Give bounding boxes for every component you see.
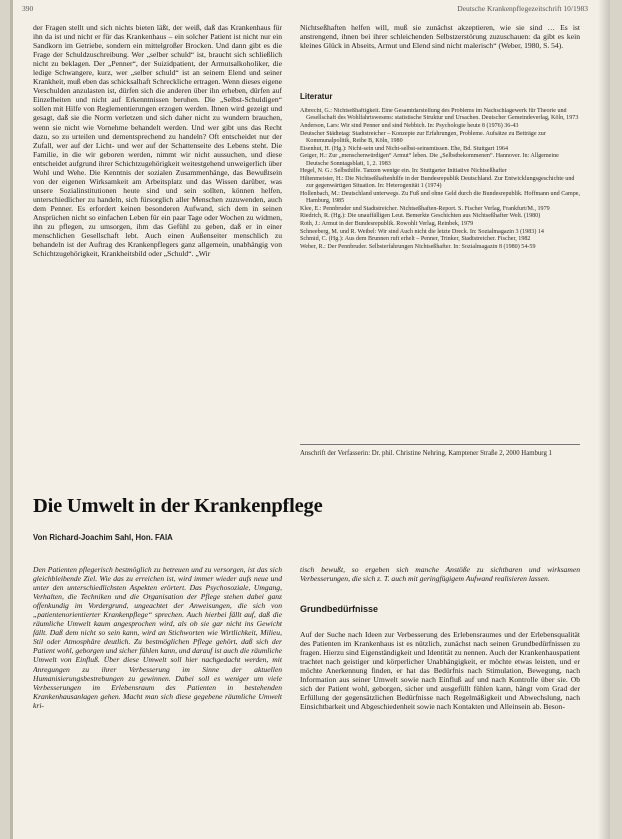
page-edge-shadow <box>598 0 610 839</box>
section-divider <box>300 444 580 445</box>
literature-list <box>300 108 580 370</box>
journal-running-head: Deutsche Krankenpflegezeitschrift 10/1983 <box>457 4 588 13</box>
section-subheading: Grundbedürfnisse <box>300 604 379 614</box>
literature-entry: Hiltenmeister, H.: Die Nichtseßhaftenhilfe in der Bundesrepublik Deutschland. Zur Entwicklungsgeschichte und zur gegenwärtigen Situation. In: Heterogenität 1 (1974) <box>300 175 575 190</box>
journal-page <box>10 0 610 839</box>
literature-entry: Eisenhut, H. (Hg.): Nicht-sein und Nicht-selbst-seinsmüssen. Ehe, Bd. Stuttgart 1964 <box>300 145 509 152</box>
left-column-paragraph: der Fragen stellt und sich nichts bieten läßt, der weiß, daß das Krankenhaus für ihn da ist und nicht er für das Krankenhaus – ein solcher Patient ist nicht nur ein Sandkorn im Getriebe, sondern ein mittelgroßer Brocken. Und dann gibt es die Frage der Schuldzuschreibung. Wer „selber schuld“ ist, braucht sich schließlich nicht zu beklagen. Der „Penner“, der Suizidpatient, der Armutsalkoholiker, die ledige Schwangere, kurz, wer „selber schuld“ ist an seinem Elend und seiner Krankheit, muß eben das schicksalhaft Schreckliche ertragen. Wenn dieses eigene Verschulden anzulasten ist, dürfen sich die anderen über ihn erheben, dürfen auf Einzelheiten und nicht auf Erkenntnissen beruhen. Die „Selbst-Schuldigen“ sollen mit Hilfe von Reglementierungen erzogen werden. Ihnen wird gezeigt und gesagt, daß sie die Norm verletzen und sich daher nicht zu wundern brauchen, wenn sie nicht wie Vornehme behandelt werden. Und wer gibt uns das Recht dazu, so zu urteilen und dementsprechend zu handeln? Oft entscheidet nur der Zufall, wer auf der Licht- und wer auf der Schattenseite des Lebens steht. Die Familie, in die wir geboren werden, nimmt wir nicht aussuchen, und diese entscheidet aufgrund ihrer Schichtzugehörigkeit weitestgehend unweigerlich über Wohl und Wehe. Die Kenntnis der sozialen Zusammenhänge, das Bewußtsein von der eigenen Wirksamkeit am Arbeitsplatz und das Wissen darüber, was unsere Sozialinstitutionen heute sind und sein sollten, können helfen, unterschiedlicher zu handeln, sich fürsorglich aller Menschen zuzuwenden, auch dem Penner. Es erfordert keinen besonderen Aufwand, sich dem in seinen Ansprüchen nicht so einfachen Leben für ein paar Tage oder Wochen zu widmen, ihn zu pflegen, zu umsorgen, ihm das Gefühl zu geben, daß er in einer menschlichen Gesellschaft lebt. Auch einen Außenseiter menschlich zu behandeln ist der Auftrag des Krankenpflegers ganz allgemein, unabhängig von Schichtzugehörigkeit, Krankheitsbild oder „Schuld“. „Wir <box>33 23 282 259</box>
literature-entry: Schmid, C. (Hg.): Aus dem Brunnen ruft erhelt – Penner, Trinker, Stadtstreicher. Fischer, 1982 <box>300 236 531 243</box>
literature-entry: Hegel, N. G.: Selbsthilfe. Tanzen wenige ein. In: Stuttgarter Initiative Nichtseßhafter <box>300 168 507 175</box>
page-number: 390 <box>22 4 34 13</box>
literature-heading: Literatur <box>300 92 333 101</box>
literature-entry: Deutscher Städtetag: Stadtstreicher – Konzepte zur Erfahrungen, Probleme. Aufsätze zu Beiträge zur Kommunalpolitik, Reihe B, Köln, 1980 <box>300 130 546 144</box>
right-column-text <box>300 23 580 70</box>
article-body-right: Auf der Suche nach Ideen zur Verbesserung des Erlebensraumes und der Erlebensqualität des Patienten im Krankenhaus ist es nützlich, zunächst nach seinen Grundbedürfnissen zu fragen. Hierzu sind Eigenständigkeit und Identität zu nennen. Auch der Krankenhauspatient trachtet nach geistiger und körperlicher Unabhängigkeit, er möchte etwas leisten, und er möchte Anerkennung finden, er hat das Bedürfnis nach Stimulation, Bewegung, nach Information aus seiner Umwelt sowie nach Einfluß auf und nach Kontrolle über sie. Ob sich der Patient wohl, geborgen, sicher und ausgefüllt fühlen kann, hängt vom Grad der Erfüllung der gegensätzlichen Bedürfnisse nach Regelmäßigkeit und Abwechslung, nach Einsichtbarkeit und Abgeschiedenheit sowie nach Kontakten und Alleinsein ab. Beson- <box>300 630 580 712</box>
literature-entry: Weber, R.: Der Pennbruder. Selbsterfahrungen Nichtseßhafter. In: Sozialmagazin 8 (1980) 54-59 <box>300 244 536 251</box>
literature-entry: Roth, J.: Armut in der Bundesrepublik. Rowohlt Verlag, Reinbek, 1979 <box>300 221 474 228</box>
literature-entry: Hollenbach, M.: Deutschland unterwegs. Zu Fuß und ohne Geld durch die Bundesrepublik. Hoffmann und Campe, Hamburg, 1985 <box>300 190 580 205</box>
literature-entry: Riedrich, R. (Hg.): Die unauffälligen Leut. Bemerkte Geschichten aus Nichtseßhafter Welt. (1980) <box>300 213 541 220</box>
author-address: Anschrift der Verfasserin: Dr. phil. Christine Nehring, Kamptener Straße 2, 2000 Hamburg 1 <box>300 450 552 457</box>
page-gutter <box>10 0 13 839</box>
left-column-text <box>33 23 282 475</box>
abstract-right: tisch bewußt, so ergeben sich manche Anstöße zu sichtbaren und wirksamen Verbesserungen, die sich z. T. auch mit geringfügigem Aufwand realisieren lassen. <box>300 565 580 584</box>
literature-entry: Klee, E.: Pennbruder und Stadtstreicher. Nichtseßhaften-Report. S. Fischer Verlag, Frankfurt/M., 1979 <box>300 205 550 212</box>
literature-entry: Schneeberg, M. und R. Weibel: Wir sind Auch nicht die letzte Dreck. In: Sozialmagazin 3 (1983) 14 <box>300 228 544 235</box>
abstract-left: Den Patienten pflegerisch bestmöglich zu betreuen und zu versorgen, ist das sich gleichbleibende Ziel. Wie das zu erreichen ist, wird immer wieder aufs neue und unter den unterschiedlichsten Aspekten erörtert. Das Psychosoziale, Umgang, Verhalten, die Techniken und die Organisation der Pflege stehen dabei ganz offenkundig im Vordergrund, ungeachtet der Anweisungen, die sich von „patientenorientierter Krankenpflege“ sprechen. Auch hierbei fällt auf, daß die räumliche Umwelt kaum angesprochen wird, als ob sie gar nicht ins Gewicht fällt. Daß dem nicht so sein kann, wird an Stichworten wie Wirtlichkeit, Milieu, Stil oder Atmosphäre deutlich. Zu bestmöglichen Pflege gehört, daß sich der Patient wohl, geborgen und sicher fühlen kann, und darauf ist auch die räumliche Umwelt von Einfluß. Über diese Umwelt soll hier nachgedacht werden, mit Anregungen zu ihrer Verbesserung im Sinne der aktuellen Humanisierungsbestrebungen zu gewinnen. Dabei soll es weniger um viele Verbesserungen im Erlebensraum des Patienten in bestehenden Krankenhausanlagen gehen. Macht man sich diese gegebene räumliche Umwelt kri- <box>33 565 282 710</box>
literature-entry: Geiger, H.: Zur „menschenwürdigen“ Armut“ leben. Die „Selbstbekommenen“. Hannover. In: Allgemeine Deutsche Sonntagsblatt, 1, 2. 1983 <box>300 153 559 167</box>
right-column-paragraph: Nichtseßhaften helfen will, muß sie zunächst akzeptieren, wie sie sind … Es ist anstrengend, ihnen bei ihrer schleichenden Selbstzerstörung zuzuschauen: da gibt es kein kleines Glück in Abseits, Armut und Elend sind nicht malerisch“ (Weber, 1980, S. 54). <box>300 23 580 51</box>
article-author: Von Richard-Joachim Sahl, Hon. FAIA <box>33 533 173 542</box>
literature-entry: Albrecht, G.: Nichtseßhaftigkeit. Eine Gesamtdarstellung des Problems im Nachschlagewerk für Theorie und Gesellschaft des Wohlfahrtswesens: statistische Struktur und Ursachen. Deutscher Gemeindeverlag, Köln, 1973 <box>300 108 579 122</box>
literature-entry: Anderson, Lars: Wir sind Penner und sind Nebbich. In: Psychologie heute 8 (1976) 36-43 <box>300 122 519 129</box>
article-title: Die Umwelt in der Krankenpflege <box>33 495 323 517</box>
